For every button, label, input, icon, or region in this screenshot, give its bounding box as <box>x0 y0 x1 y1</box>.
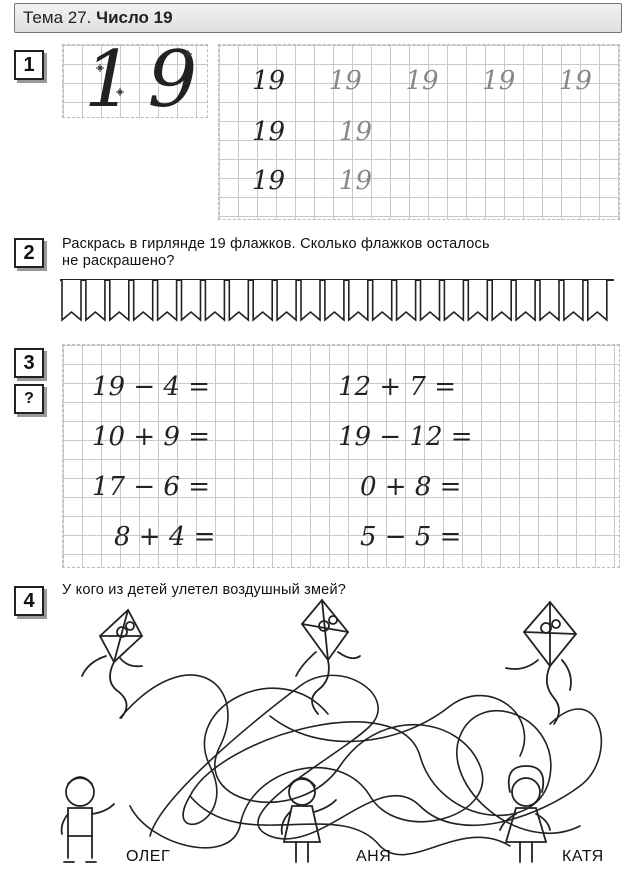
practice-19: 19 <box>252 66 286 96</box>
garland-flag[interactable] <box>134 280 153 320</box>
example: 12 + 7 = <box>338 372 456 402</box>
examples-left <box>92 362 222 562</box>
examples-right <box>338 362 488 562</box>
practice-row-1 <box>252 66 592 96</box>
garland-flag[interactable] <box>110 280 129 320</box>
practice-row-3 <box>252 166 372 196</box>
task-4-question: У кого из детей улетел воздушный змей? <box>62 582 347 598</box>
garland-flag[interactable] <box>86 280 105 320</box>
kite-maze-illustration <box>40 596 630 886</box>
practice-19: 19 <box>482 66 516 96</box>
garland-flag[interactable] <box>492 280 511 320</box>
topic-label: Тема 27. <box>23 8 92 27</box>
task-3-question-mark: ? <box>14 384 44 414</box>
garland-flag[interactable] <box>253 280 272 320</box>
practice-19: 19 <box>328 66 362 96</box>
task-2-line-2: не раскрашено? <box>62 253 175 269</box>
garland-flag[interactable] <box>444 280 463 320</box>
name-oleg: ОЛЕГ <box>126 848 171 865</box>
garland-flag[interactable] <box>277 280 296 320</box>
garland-flag[interactable] <box>588 280 607 320</box>
task-1-number: 1 <box>14 50 44 80</box>
task-2-number: 2 <box>14 238 44 268</box>
child-katya-icon <box>500 766 550 862</box>
practice-19: 19 <box>405 66 439 96</box>
practice-row-2 <box>252 117 372 147</box>
header-title <box>23 8 173 28</box>
practice-19: 19 <box>252 117 286 147</box>
garland-flag[interactable] <box>564 280 583 320</box>
flag-garland <box>58 276 618 328</box>
example: 0 + 8 = <box>360 472 462 502</box>
tangled-strings <box>120 675 601 855</box>
practice-19: 19 <box>338 117 372 147</box>
practice-19: 19 <box>252 166 286 196</box>
name-katya: КАТЯ <box>562 848 604 865</box>
garland-flag[interactable] <box>397 280 416 320</box>
garland-flag[interactable] <box>540 280 559 320</box>
practice-19: 19 <box>558 66 592 96</box>
garland-flag[interactable] <box>205 280 224 320</box>
name-anya: АНЯ <box>356 848 392 865</box>
example: 5 − 5 = <box>360 522 462 552</box>
garland-flag[interactable] <box>468 280 487 320</box>
task-2-line-1: Раскрась в гирлянде 19 флажков. Сколько флажков осталось <box>62 236 490 252</box>
garland-flag[interactable] <box>325 280 344 320</box>
example: 8 + 4 = <box>114 522 216 552</box>
garland-flag[interactable] <box>182 280 201 320</box>
task-4-number: 4 <box>14 586 44 616</box>
topic-title: Число 19 <box>96 8 173 27</box>
garland-flag[interactable] <box>301 280 320 320</box>
child-oleg-icon <box>62 777 114 862</box>
garland-flag[interactable] <box>421 280 440 320</box>
example: 17 − 6 = <box>92 472 210 502</box>
big-number-19: 19 <box>84 35 212 125</box>
garland-flag[interactable] <box>373 280 392 320</box>
child-anya-icon <box>282 778 336 862</box>
practice-19: 19 <box>338 166 372 196</box>
garland-flag[interactable] <box>229 280 248 320</box>
example: 10 + 9 = <box>92 422 210 452</box>
garland-flag[interactable] <box>516 280 535 320</box>
kite-icon <box>82 610 142 718</box>
garland-flag[interactable] <box>62 280 81 320</box>
example: 19 − 12 = <box>338 422 473 452</box>
task-2-text <box>62 236 622 270</box>
garland-flag[interactable] <box>158 280 177 320</box>
page-header <box>14 3 622 33</box>
kite-icon <box>506 602 576 724</box>
example: 19 − 4 = <box>92 372 210 402</box>
garland-flag[interactable] <box>349 280 368 320</box>
sparkle-icon <box>90 50 200 110</box>
kite-icon <box>296 600 360 714</box>
task-3-number: 3 <box>14 348 44 378</box>
